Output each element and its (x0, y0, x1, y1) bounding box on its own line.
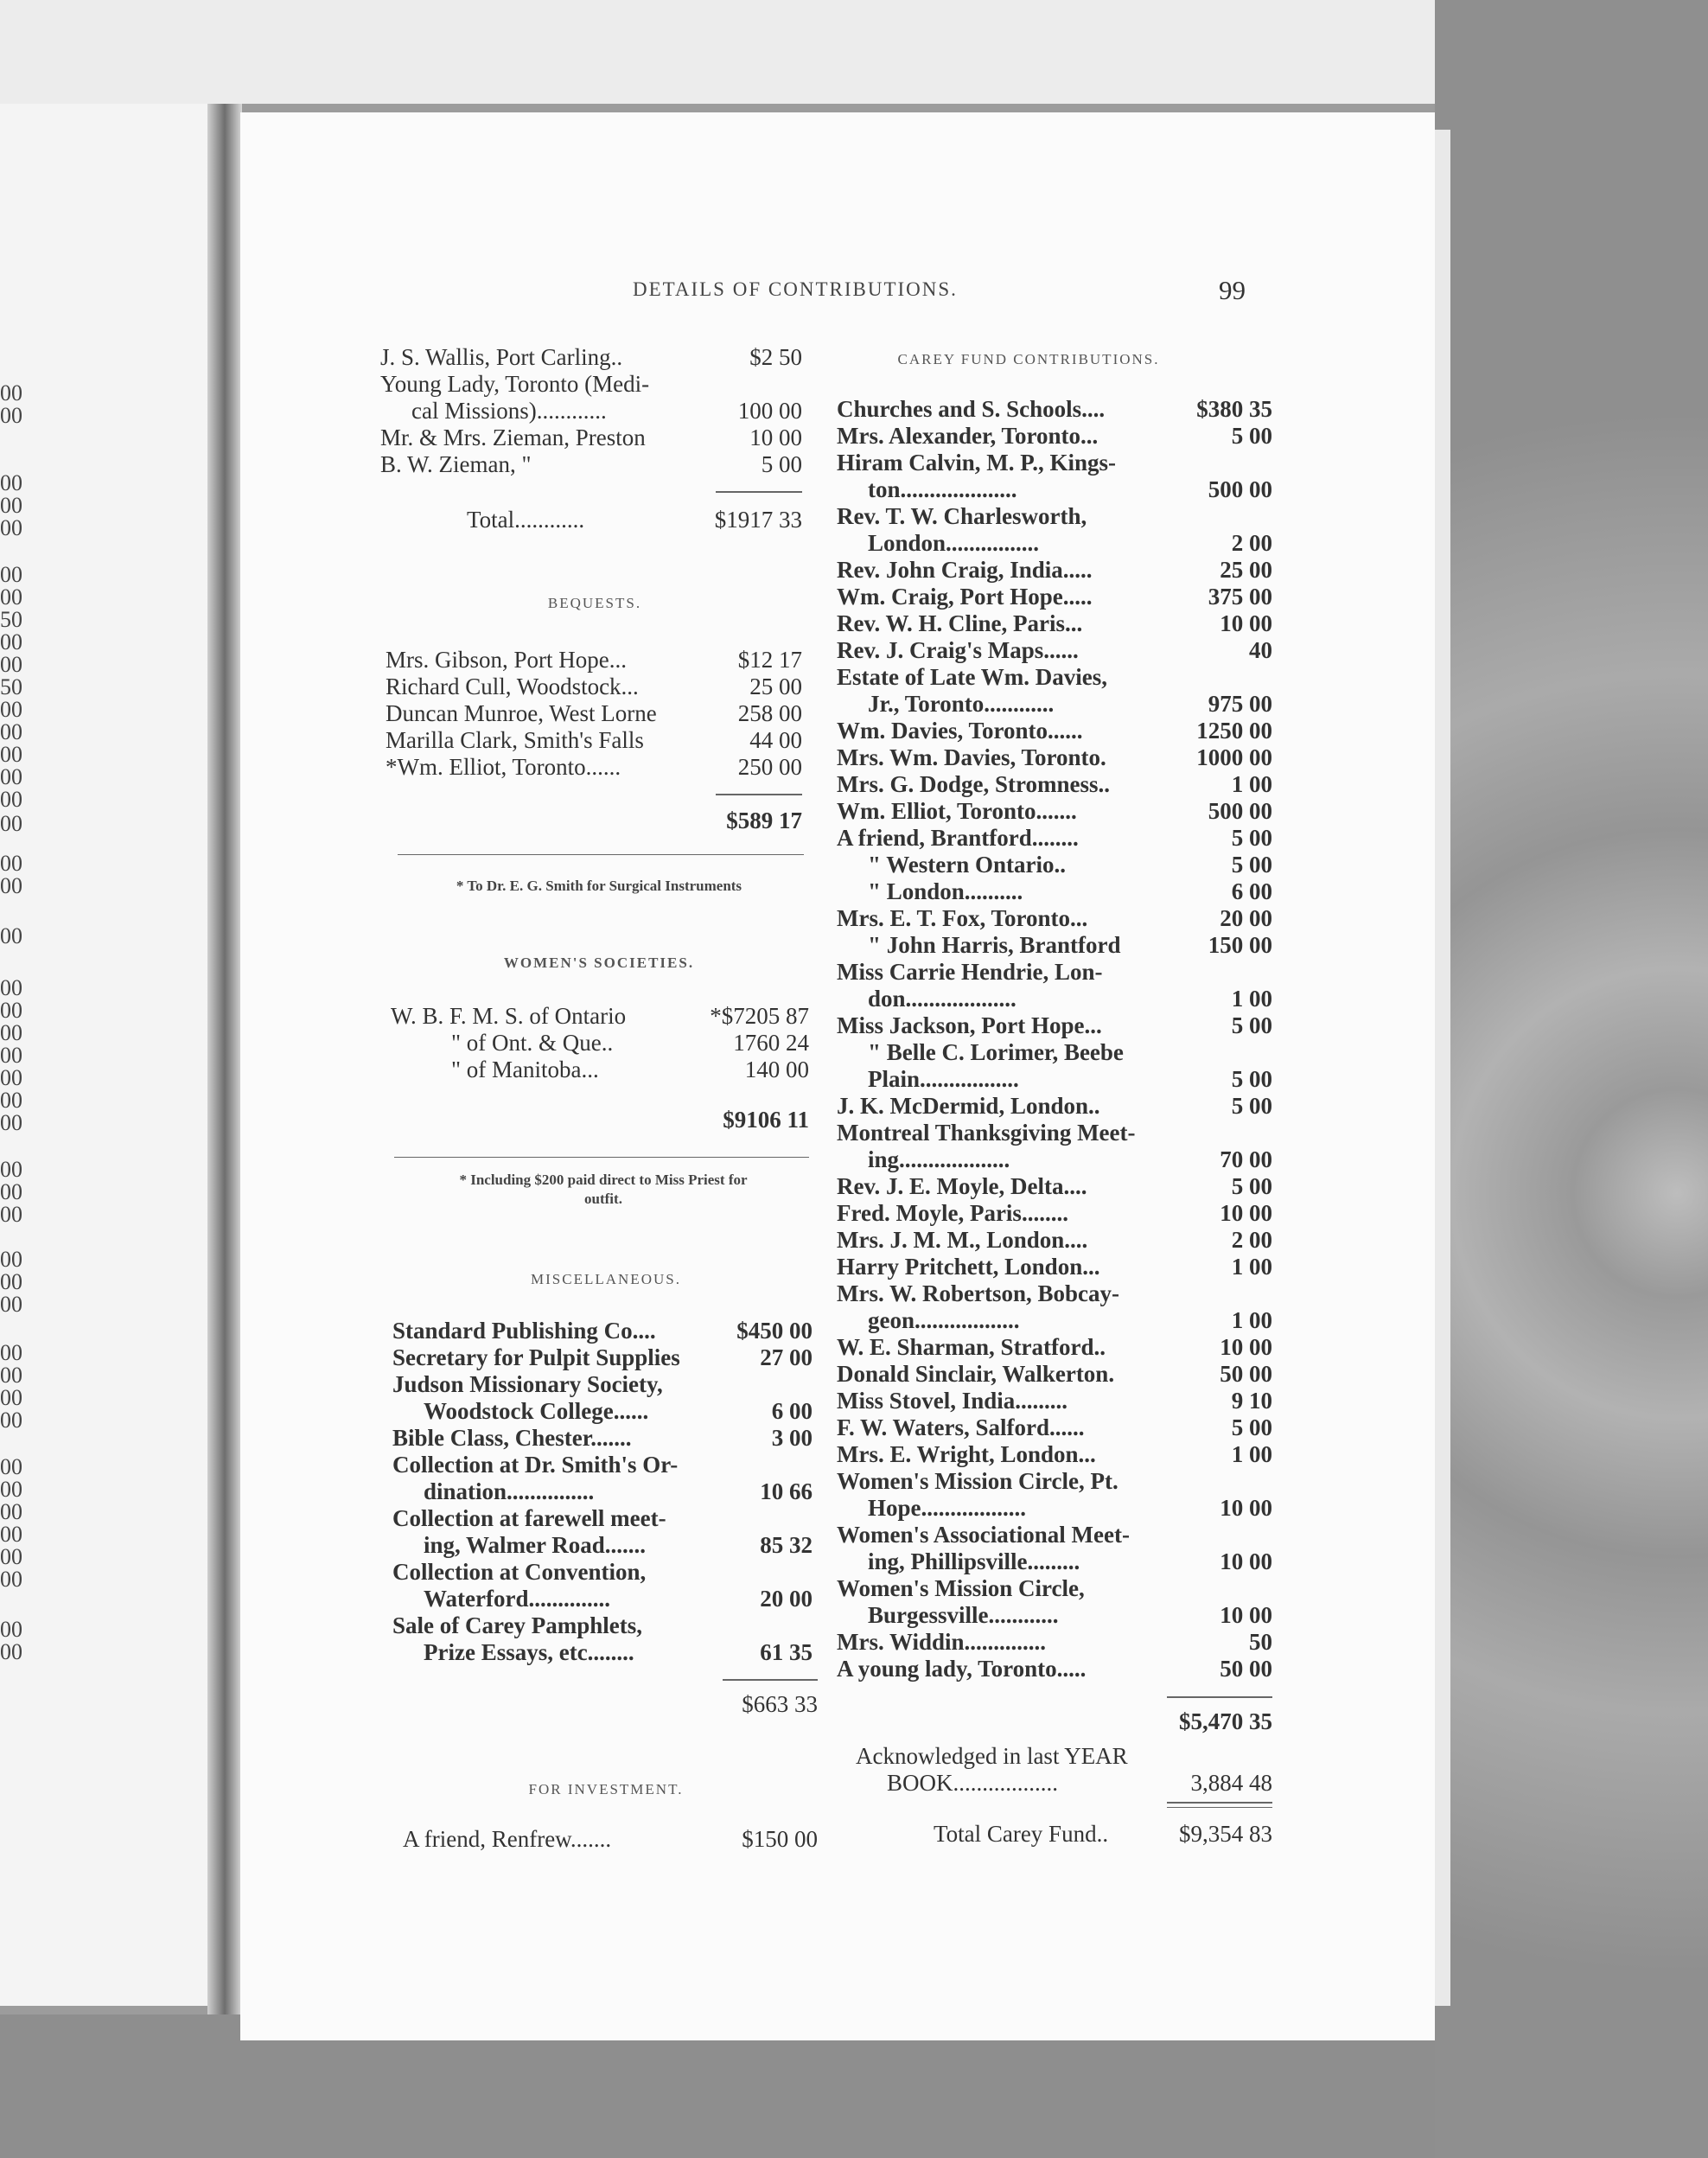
entry-name: Hope.................. (868, 1495, 1027, 1521)
list-item (392, 1612, 813, 1639)
entry-name: Rev. John Craig, India..... (837, 557, 1093, 583)
entry-amount: 40 (1249, 637, 1272, 663)
total-label: Total............ (467, 507, 585, 533)
entry-amount: 70 00 (1220, 1146, 1272, 1172)
entry-name: Jr., Toronto............ (868, 691, 1055, 717)
scanner-background-right (1435, 0, 1708, 2158)
list-item (837, 771, 1272, 798)
list-item (837, 1039, 1272, 1066)
list-item (837, 986, 1272, 1012)
list-item (380, 344, 802, 371)
list-item (392, 1586, 813, 1612)
entry-name: Standard Publishing Co.... (392, 1318, 656, 1344)
list-item (837, 1388, 1272, 1414)
margin-fragment: 00 (0, 1340, 22, 1365)
womens-footnote-line2: outfit. (584, 1191, 622, 1207)
list-item (837, 584, 1272, 610)
list-item (837, 691, 1272, 718)
margin-fragment: 00 (0, 1020, 22, 1045)
entry-name: Women's Mission Circle, (837, 1575, 1085, 1601)
entry-name: Rev. J. Craig's Maps...... (837, 637, 1079, 663)
entry-name: cal Missions)............ (411, 398, 607, 424)
entry-amount: 5 00 (761, 451, 802, 477)
list-item (837, 1548, 1272, 1575)
entry-amount: 500 00 (1208, 798, 1272, 824)
entry-name: Women's Associational Meet- (837, 1522, 1130, 1548)
margin-fragment: 00 (0, 1522, 22, 1547)
entry-name: dination............... (424, 1478, 595, 1504)
list-item (392, 1478, 813, 1505)
entry-name: Rev. W. H. Cline, Paris... (837, 610, 1083, 636)
margin-fragment: 00 (0, 1477, 22, 1502)
book-gutter (207, 104, 242, 2040)
womens-societies-list (391, 1003, 809, 1083)
entry-name: ing, Walmer Road....... (424, 1532, 647, 1558)
margin-fragment: 00 (0, 1202, 22, 1227)
entry-amount: 1000 00 (1196, 744, 1272, 770)
top-total-row (467, 507, 802, 533)
list-item (837, 718, 1272, 744)
entry-name: Prize Essays, etc........ (424, 1639, 634, 1665)
entry-name: " of Ont. & Que.. (451, 1030, 614, 1056)
margin-fragment: 00 (0, 975, 22, 1000)
margin-fragment: 00 (0, 1247, 22, 1272)
entry-name: Mrs. G. Dodge, Stromness.. (837, 771, 1110, 797)
margin-fragment: 00 (0, 1544, 22, 1569)
entry-name: " of Manitoba... (451, 1057, 599, 1082)
list-item (837, 610, 1272, 637)
margin-fragment: 00 (0, 1567, 22, 1592)
entry-name: " John Harris, Brantford (868, 932, 1121, 958)
page-number: 99 (1219, 275, 1246, 305)
womens-societies-heading: WOMEN'S SOCIETIES. (503, 954, 695, 971)
list-item (837, 1414, 1272, 1441)
entry-amount: 5 00 (1231, 1012, 1272, 1038)
margin-fragment: 00 (0, 1292, 22, 1317)
entry-name: Bible Class, Chester....... (392, 1425, 632, 1451)
entry-name: Wm. Craig, Port Hope..... (837, 584, 1093, 610)
entry-name: London................ (868, 530, 1040, 556)
margin-fragment: 50 (0, 674, 22, 699)
entry-name: Miss Stovel, India......... (837, 1388, 1068, 1414)
entry-amount: 25 00 (1220, 557, 1272, 583)
carey-subtotal (1124, 1708, 1272, 1735)
bequests-total-amount: $589 17 (726, 808, 802, 833)
margin-fragment: 50 (0, 607, 22, 632)
entry-amount: 5 00 (1231, 423, 1272, 449)
list-item (837, 1441, 1272, 1468)
acknowledged-line1: Acknowledged in last YEAR (856, 1743, 1128, 1769)
list-item (837, 530, 1272, 557)
entry-amount: 5 00 (1231, 852, 1272, 878)
bequests-list (386, 647, 802, 781)
list-item (837, 396, 1272, 423)
margin-fragment: 00 (0, 1065, 22, 1090)
list-item (837, 852, 1272, 878)
margin-fragment: 00 (0, 1639, 22, 1664)
entry-amount: 10 66 (760, 1478, 813, 1504)
list-item (837, 1495, 1272, 1522)
miscellaneous-list (392, 1318, 813, 1666)
list-item (386, 754, 802, 781)
margin-fragment: 00 (0, 1269, 22, 1294)
entry-name: Rev. T. W. Charlesworth, (837, 503, 1087, 529)
grand-total-double-rule (1167, 1807, 1272, 1808)
entry-amount: 1 00 (1231, 771, 1272, 797)
entry-name: Collection at Convention, (392, 1559, 647, 1585)
list-item (392, 1532, 813, 1559)
margin-fragment: 00 (0, 1385, 22, 1410)
entry-amount: 5 00 (1231, 1066, 1272, 1092)
entry-name: Harry Pritchett, London... (837, 1254, 1100, 1280)
entry-name: Montreal Thanksgiving Meet- (837, 1120, 1136, 1146)
entry-name: *Wm. Elliot, Toronto...... (386, 754, 621, 780)
list-item (837, 1227, 1272, 1254)
list-item (837, 664, 1272, 691)
list-item (837, 1361, 1272, 1388)
margin-fragment: 00 (0, 1110, 22, 1135)
list-item (837, 1522, 1272, 1548)
entry-name: F. W. Waters, Salford...... (837, 1414, 1085, 1440)
entry-amount: 10 00 (1220, 1334, 1272, 1360)
investment-name: A friend, Renfrew....... (403, 1826, 612, 1852)
entry-name: ton.................... (868, 476, 1017, 502)
investment-entry (403, 1826, 818, 1853)
investment-heading: FOR INVESTMENT. (528, 1781, 684, 1797)
margin-fragment: 00 (0, 1499, 22, 1524)
entry-name: A young lady, Toronto..... (837, 1656, 1087, 1682)
bequests-total (674, 808, 802, 834)
list-item (392, 1639, 813, 1666)
list-item (392, 1318, 813, 1344)
entry-name: W. B. F. M. S. of Ontario (391, 1003, 627, 1029)
margin-fragment: 00 (0, 873, 22, 898)
facing-page-strip (0, 104, 207, 2006)
entry-name: Richard Cull, Woodstock... (386, 674, 639, 699)
entry-amount: 1 00 (1231, 1254, 1272, 1280)
entry-amount: $12 17 (737, 647, 802, 673)
entry-amount: 1 00 (1231, 1307, 1272, 1333)
entry-name: A friend, Brantford........ (837, 825, 1079, 851)
list-item (837, 825, 1272, 852)
margin-fragment: 00 (0, 697, 22, 722)
misc-total (683, 1691, 818, 1718)
entry-name: Mrs. E. Wright, London... (837, 1441, 1096, 1467)
entry-name: Miss Jackson, Port Hope... (837, 1012, 1102, 1038)
entry-amount: 100 00 (737, 398, 802, 424)
entry-name: Duncan Munroe, West Lorne (386, 700, 657, 726)
margin-fragment: 00 (0, 1088, 22, 1113)
entry-amount: 50 (1249, 1629, 1272, 1655)
entry-name: Mrs. Gibson, Port Hope... (386, 647, 628, 673)
grand-total-label: Total Carey Fund.. (934, 1821, 1109, 1847)
entry-amount: 85 32 (760, 1532, 813, 1558)
entry-amount: 2 00 (1231, 1227, 1272, 1253)
entry-name: Wm. Davies, Toronto...... (837, 718, 1083, 744)
total-rule (716, 491, 802, 493)
list-item (392, 1344, 813, 1371)
entry-name: J. K. McDermid, London.. (837, 1093, 1100, 1119)
page-header-title: DETAILS OF CONTRIBUTIONS. (633, 278, 958, 300)
entry-name: Women's Mission Circle, Pt. (837, 1468, 1118, 1494)
entry-name: Fred. Moyle, Paris........ (837, 1200, 1068, 1226)
list-item (380, 398, 802, 425)
entry-name: Collection at Dr. Smith's Or- (392, 1452, 679, 1478)
list-item (837, 423, 1272, 450)
entry-amount: 250 00 (737, 754, 802, 780)
margin-fragment: 00 (0, 1043, 22, 1068)
list-item (380, 451, 802, 478)
list-item (386, 727, 802, 754)
entry-amount: 10 00 (1220, 1602, 1272, 1628)
list-item (380, 425, 802, 451)
margin-fragment: 00 (0, 742, 22, 767)
entry-amount: 10 00 (1220, 1200, 1272, 1226)
entry-amount: $2 50 (749, 344, 802, 370)
grand-total-amount: $9,354 83 (1179, 1821, 1272, 1847)
entry-name: Mrs. Alexander, Toronto... (837, 423, 1099, 449)
margin-fragment: 00 (0, 493, 22, 518)
entry-name: Secretary for Pulpit Supplies (392, 1344, 680, 1370)
margin-fragment: 00 (0, 719, 22, 744)
entry-name: Mrs. W. Robertson, Bobcay- (837, 1280, 1120, 1306)
list-item (837, 1280, 1272, 1307)
entry-amount: 375 00 (1208, 584, 1272, 610)
entry-name: Sale of Carey Pamphlets, (392, 1612, 642, 1638)
margin-fragment: 00 (0, 1408, 22, 1433)
entry-amount: 5 00 (1231, 1414, 1272, 1440)
list-item (837, 744, 1272, 771)
margin-fragment: 00 (0, 787, 22, 812)
entry-amount: 50 00 (1220, 1656, 1272, 1682)
entry-amount: 5 00 (1231, 825, 1272, 851)
margin-fragment: 00 (0, 403, 22, 428)
entry-name: Mrs. Wm. Davies, Toronto. (837, 744, 1106, 770)
list-item (837, 1093, 1272, 1120)
carey-subtotal-rule (1167, 1696, 1272, 1698)
list-item (837, 905, 1272, 932)
acknowledged-line2: BOOK.................. (887, 1770, 1059, 1796)
entry-amount: 20 00 (1220, 905, 1272, 931)
entry-amount: 150 00 (1208, 932, 1272, 958)
entry-name: W. E. Sharman, Stratford.. (837, 1334, 1106, 1360)
entry-amount: 1 00 (1231, 986, 1272, 1012)
entry-amount: 975 00 (1208, 691, 1272, 717)
list-item (837, 1120, 1272, 1146)
entry-name: Donald Sinclair, Walkerton. (837, 1361, 1115, 1387)
entry-amount: 10 00 (1220, 610, 1272, 636)
list-item (391, 1003, 809, 1030)
margin-fragment: 00 (0, 1179, 22, 1204)
carey-subtotal-amount: $5,470 35 (1179, 1708, 1272, 1734)
miscellaneous-heading: MISCELLANEOUS. (531, 1271, 681, 1287)
bequests-footnote: * To Dr. E. G. Smith for Surgical Instruments (456, 878, 742, 894)
list-item (837, 1173, 1272, 1200)
entry-name: Churches and S. Schools.... (837, 396, 1106, 422)
entry-name: Young Lady, Toronto (Medi- (380, 371, 650, 397)
carey-fund-list (837, 396, 1272, 1682)
misc-total-amount: $663 33 (742, 1691, 818, 1717)
entry-amount: 50 00 (1220, 1361, 1272, 1387)
list-item (837, 637, 1272, 664)
list-item (837, 450, 1272, 476)
list-item (392, 1398, 813, 1425)
entry-amount: 5 00 (1231, 1093, 1272, 1119)
entry-name: Judson Missionary Society, (392, 1371, 663, 1397)
list-item (837, 1200, 1272, 1227)
entry-amount: 2 00 (1231, 530, 1272, 556)
entry-amount: 140 00 (744, 1057, 809, 1082)
entry-amount: 5 00 (1231, 1173, 1272, 1199)
investment-amount: $150 00 (742, 1826, 818, 1852)
entry-name: Plain................. (868, 1066, 1019, 1092)
margin-fragment: 00 (0, 923, 22, 948)
margin-fragment: 00 (0, 584, 22, 610)
list-item (391, 1030, 809, 1057)
womens-total (674, 1107, 809, 1133)
entry-amount: 10 00 (749, 425, 802, 450)
entry-amount: 1250 00 (1196, 718, 1272, 744)
list-item (392, 1505, 813, 1532)
entry-amount: 6 00 (1231, 878, 1272, 904)
womens-footnote-line1: * Including $200 paid direct to Miss Priest for (459, 1172, 748, 1188)
entry-name: Mrs. J. M. M., London.... (837, 1227, 1088, 1253)
margin-fragment: 00 (0, 515, 22, 540)
total-amount: $1917 33 (714, 507, 802, 533)
entry-amount: 258 00 (737, 700, 802, 726)
list-item (837, 476, 1272, 503)
list-item (837, 1602, 1272, 1629)
bequests-heading: BEQUESTS. (547, 595, 642, 611)
entry-amount: $380 35 (1196, 396, 1272, 422)
margin-fragment: 00 (0, 998, 22, 1023)
entry-amount: 3 00 (771, 1425, 813, 1451)
misc-total-rule (723, 1679, 818, 1681)
list-item (837, 878, 1272, 905)
entry-name: Woodstock College...... (424, 1398, 649, 1424)
entry-name: ing................... (868, 1146, 1010, 1172)
list-item (837, 959, 1272, 986)
entry-name: " London.......... (868, 878, 1023, 904)
womens-total-amount: $9106 11 (723, 1107, 809, 1133)
acknowledged-amount: 3,884 48 (1190, 1770, 1272, 1796)
margin-fragment: 00 (0, 811, 22, 836)
margin-fragment: 00 (0, 1454, 22, 1479)
list-item (837, 1656, 1272, 1682)
margin-fragment: 00 (0, 652, 22, 677)
grand-total (934, 1821, 1272, 1848)
entry-name: Wm. Elliot, Toronto....... (837, 798, 1077, 824)
list-item (837, 1468, 1272, 1495)
grand-total-rule (1167, 1802, 1272, 1804)
list-item (386, 700, 802, 727)
entry-name: Miss Carrie Hendrie, Lon- (837, 959, 1103, 985)
list-item (837, 503, 1272, 530)
list-item (837, 1334, 1272, 1361)
entry-amount: $450 00 (736, 1318, 813, 1344)
entry-name: don................... (868, 986, 1017, 1012)
list-item (392, 1371, 813, 1398)
margin-fragment: 00 (0, 470, 22, 495)
list-item (837, 1146, 1272, 1173)
entry-name: J. S. Wallis, Port Carling.. (380, 344, 623, 370)
bequests-total-rule (716, 794, 802, 795)
entry-name: Marilla Clark, Smith's Falls (386, 727, 644, 753)
entry-amount: 9 10 (1231, 1388, 1272, 1414)
entry-name: Mrs. E. T. Fox, Toronto... (837, 905, 1088, 931)
margin-fragment: 00 (0, 562, 22, 587)
list-item (837, 932, 1272, 959)
margin-fragment: 00 (0, 1157, 22, 1182)
entry-amount: 25 00 (749, 674, 802, 699)
entry-amount: 10 00 (1220, 1548, 1272, 1574)
entry-amount: 1760 24 (733, 1030, 809, 1056)
list-item (837, 557, 1272, 584)
margin-fragment: 00 (0, 380, 22, 405)
entry-amount: 44 00 (749, 727, 802, 753)
entry-name: Hiram Calvin, M. P., Kings- (837, 450, 1117, 476)
entry-amount: 61 35 (760, 1639, 813, 1665)
entry-name: Mrs. Widdin.............. (837, 1629, 1047, 1655)
list-item (386, 674, 802, 700)
list-item (837, 1307, 1272, 1334)
entry-amount: *$7205 87 (710, 1003, 809, 1029)
entry-name: ing, Phillipsville......... (868, 1548, 1080, 1574)
list-item (837, 1012, 1272, 1039)
entry-name: Waterford.............. (424, 1586, 610, 1612)
list-item (837, 1066, 1272, 1093)
margin-fragment: 00 (0, 764, 22, 789)
entry-name: Rev. J. E. Moyle, Delta.... (837, 1173, 1087, 1199)
acknowledged-block (856, 1743, 1272, 1797)
entry-name: " Belle C. Lorimer, Beebe (868, 1039, 1124, 1065)
entry-name: " Western Ontario.. (868, 852, 1066, 878)
entry-amount: 27 00 (760, 1344, 813, 1370)
list-item (837, 1254, 1272, 1280)
section-divider (398, 854, 804, 855)
entry-amount: 6 00 (771, 1398, 813, 1424)
list-item (380, 371, 802, 398)
list-item (392, 1452, 813, 1478)
margin-fragment: 00 (0, 629, 22, 654)
entry-amount: 1 00 (1231, 1441, 1272, 1467)
list-item (392, 1425, 813, 1452)
list-item (837, 1575, 1272, 1602)
entry-name: Estate of Late Wm. Davies, (837, 664, 1107, 690)
entry-name: Mr. & Mrs. Zieman, Preston (380, 425, 646, 450)
margin-fragment: 00 (0, 851, 22, 876)
entry-name: geon.................. (868, 1307, 1020, 1333)
entry-amount: 10 00 (1220, 1495, 1272, 1521)
list-item (391, 1057, 809, 1083)
list-item (837, 798, 1272, 825)
entry-name: Collection at farewell meet- (392, 1505, 666, 1531)
womens-footnote (389, 1171, 818, 1209)
entry-amount: 20 00 (760, 1586, 813, 1612)
margin-fragment: 00 (0, 1363, 22, 1388)
carey-fund-heading: CAREY FUND CONTRIBUTIONS. (897, 351, 1160, 367)
list-item (392, 1559, 813, 1586)
left-top-entries (380, 344, 802, 478)
list-item (837, 1629, 1272, 1656)
entry-name: Burgessville............ (868, 1602, 1059, 1628)
section-divider (394, 1157, 809, 1158)
entry-amount: 500 00 (1208, 476, 1272, 502)
margin-fragment: 00 (0, 1617, 22, 1642)
list-item (386, 647, 802, 674)
entry-name: B. W. Zieman, " (380, 451, 532, 477)
